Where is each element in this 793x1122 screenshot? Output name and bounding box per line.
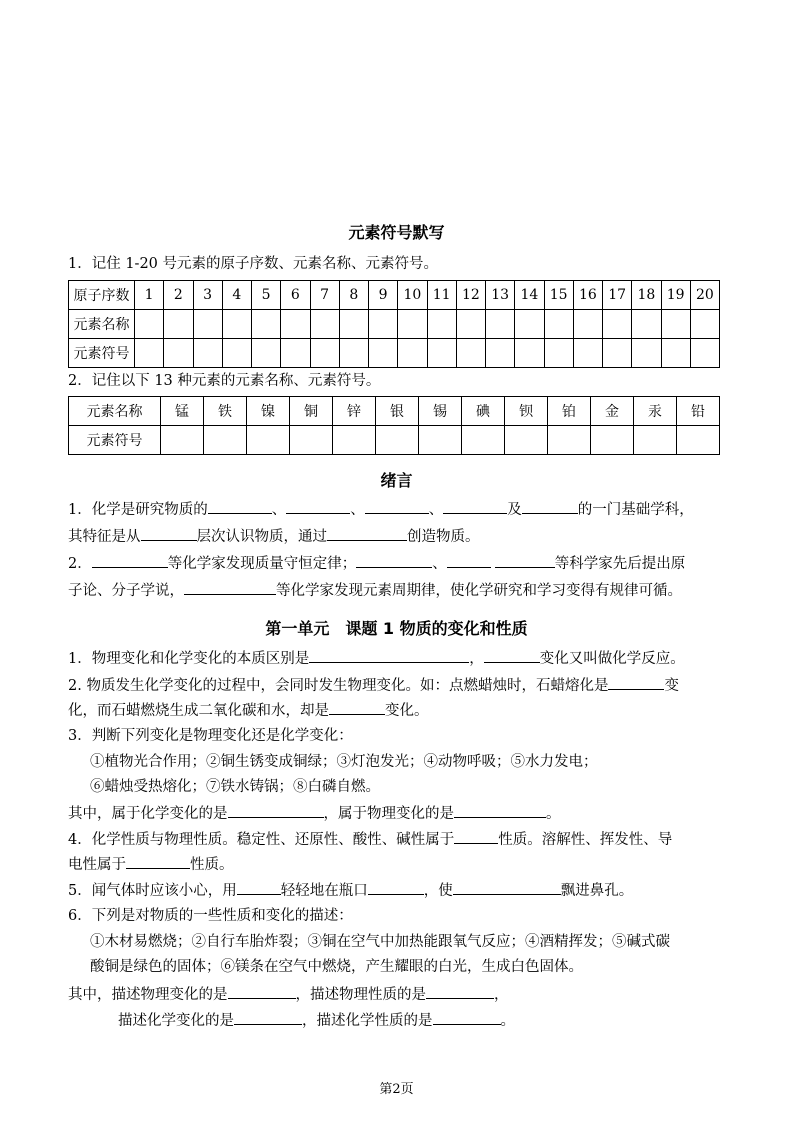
element-symbol-answer-cell[interactable] — [247, 426, 290, 455]
element-name-answer-cell[interactable] — [544, 310, 573, 339]
element-name-answer-cell[interactable] — [339, 310, 368, 339]
element-name-answer-cell[interactable] — [222, 310, 251, 339]
element-name-answer-cell[interactable] — [369, 310, 398, 339]
atomic-number-cell: 20 — [690, 281, 719, 310]
lesson-line-11: 6．下列是对物质的一些性质和变化的描述： — [68, 908, 353, 924]
answer-blank[interactable] — [184, 580, 276, 595]
atomic-number-cell: 2 — [164, 281, 193, 310]
text-segment: 变 — [664, 678, 679, 694]
text-segment: ，使 — [423, 883, 453, 899]
element-symbol-answer-cell[interactable] — [573, 339, 602, 368]
text-segment: 性质。 — [190, 857, 234, 873]
text-segment: 子论、分子学说， — [68, 583, 184, 599]
element-name-answer-cell[interactable] — [515, 310, 544, 339]
text-segment: ，描述物理性质的是 — [295, 987, 426, 1003]
text-segment: 等科学家先后提出原 — [554, 556, 686, 572]
element-symbol-answer-cell[interactable] — [591, 426, 634, 455]
lesson-line-15 — [118, 1010, 515, 1031]
row-label-element-name: 元素名称 — [69, 310, 135, 339]
lesson-line-10 — [68, 880, 633, 901]
answer-blank[interactable] — [365, 499, 429, 514]
element-name-cell: 汞 — [634, 397, 677, 426]
lesson-line-7 — [68, 803, 561, 824]
text-segment: 、 — [432, 556, 447, 572]
element-name-answer-cell[interactable] — [252, 310, 281, 339]
answer-blank[interactable] — [443, 499, 507, 514]
atomic-number-cell: 5 — [252, 281, 281, 310]
lesson-line-5: ①植物光合作用；②铜生锈变成铜绿；③灯泡发光；④动物呼吸；⑤水力发电； — [90, 754, 598, 770]
row-label-element-symbol: 元素符号 — [69, 339, 135, 368]
answer-blank[interactable] — [356, 553, 432, 568]
element-name-answer-cell[interactable] — [135, 310, 164, 339]
element-symbol-answer-cell[interactable] — [135, 339, 164, 368]
element-name-answer-cell[interactable] — [310, 310, 339, 339]
answer-blank[interactable] — [234, 1010, 302, 1025]
element-symbol-answer-cell[interactable] — [398, 339, 427, 368]
element-symbol-answer-cell[interactable] — [661, 339, 690, 368]
element-symbol-answer-cell[interactable] — [161, 426, 204, 455]
section-title-element-symbols: 元素符号默写 — [348, 223, 445, 242]
answer-blank[interactable] — [447, 553, 491, 568]
answer-blank[interactable] — [228, 984, 296, 999]
atomic-number-cell: 14 — [515, 281, 544, 310]
atomic-number-cell: 17 — [603, 281, 632, 310]
answer-blank[interactable] — [454, 803, 546, 818]
answer-blank[interactable] — [522, 499, 578, 514]
section-title-introduction: 绪言 — [380, 471, 413, 490]
atomic-number-cell: 9 — [369, 281, 398, 310]
element-name-cell: 铂 — [548, 397, 591, 426]
element-symbol-answer-cell[interactable] — [505, 426, 548, 455]
text-segment: 描述化学变化的是 — [118, 1013, 234, 1029]
answer-blank[interactable] — [141, 526, 197, 541]
text-segment: 变化又叫做化学反应。 — [539, 651, 685, 667]
element-symbol-answer-cell[interactable] — [548, 426, 591, 455]
element-symbol-answer-cell[interactable] — [204, 426, 247, 455]
row-label-element-symbol: 元素符号 — [69, 426, 161, 455]
text-segment: 及 — [507, 502, 522, 518]
atomic-number-cell: 11 — [427, 281, 456, 310]
element-name-cell: 镍 — [247, 397, 290, 426]
element-symbol-answer-cell[interactable] — [544, 339, 573, 368]
text-segment: 的一门基础学科， — [577, 502, 694, 518]
atomic-number-cell: 8 — [339, 281, 368, 310]
text-segment: 5．闻气体时应该小心，用 — [68, 883, 237, 899]
element-name-cell: 铅 — [677, 397, 720, 426]
text-segment: 。 — [546, 806, 561, 822]
text-segment: 轻轻地在瓶口 — [280, 883, 368, 899]
element-symbol-answer-cell[interactable] — [456, 339, 485, 368]
section-title-unit-1-lesson-1: 第一单元 课题 1 物质的变化和性质 — [265, 619, 528, 638]
text-segment: 。 — [500, 1013, 515, 1029]
atomic-number-cell: 3 — [193, 281, 222, 310]
lesson-line-9 — [68, 854, 234, 875]
text-segment: 等化学家发现元素周期律，使化学研究和学习变得有规律可循。 — [276, 583, 682, 599]
text-segment: 化，而石蜡燃烧生成二氧化碳和水，却是 — [68, 703, 329, 719]
element-name-answer-cell[interactable] — [281, 310, 310, 339]
lesson-line-4: 3．判断下列变化是物理变化还是化学变化： — [68, 728, 353, 744]
answer-blank[interactable] — [208, 499, 272, 514]
element-symbol-answer-cell[interactable] — [677, 426, 720, 455]
element-symbol-answer-cell[interactable] — [310, 339, 339, 368]
element-name-answer-cell[interactable] — [164, 310, 193, 339]
text-segment: 飘进鼻孔。 — [560, 883, 634, 899]
text-segment: 性质。溶解性、挥发性、导 — [498, 832, 673, 848]
text-segment: ，描述化学性质的是 — [302, 1013, 433, 1029]
answer-blank[interactable] — [126, 854, 190, 869]
atomic-number-cell: 6 — [281, 281, 310, 310]
answer-blank[interactable] — [484, 648, 540, 663]
element-symbol-answer-cell[interactable] — [164, 339, 193, 368]
element-symbol-answer-cell[interactable] — [690, 339, 719, 368]
intro-line-3 — [68, 553, 685, 574]
atomic-number-cell: 13 — [486, 281, 515, 310]
element-name-answer-cell[interactable] — [456, 310, 485, 339]
element-symbol-answer-cell[interactable] — [632, 339, 661, 368]
element-name-answer-cell[interactable] — [632, 310, 661, 339]
answer-blank[interactable] — [327, 526, 407, 541]
atomic-number-cell: 12 — [456, 281, 485, 310]
intro-line-2 — [68, 526, 480, 547]
text-segment: 创造物质。 — [407, 529, 480, 545]
elements-1-20-table — [68, 280, 720, 368]
atomic-number-cell: 10 — [398, 281, 427, 310]
lesson-line-13: 酸铜是绿色的固体；⑥镁条在空气中燃烧，产生耀眼的白光，生成白色固体。 — [90, 959, 583, 975]
intro-line-4 — [68, 580, 682, 601]
element-name-answer-cell[interactable] — [573, 310, 602, 339]
element-symbol-answer-cell[interactable] — [193, 339, 222, 368]
text-segment: 层次认识物质，通过 — [196, 529, 327, 545]
answer-blank[interactable] — [228, 803, 324, 818]
table-row-element-name — [69, 397, 720, 426]
element-name-answer-cell[interactable] — [603, 310, 632, 339]
element-symbol-answer-cell[interactable] — [333, 426, 376, 455]
text-segment: 电性属于 — [68, 857, 126, 873]
table-row-element-name — [69, 310, 720, 339]
text-segment: 4．化学性质与物理性质。稳定性、还原性、酸性、碱性属于 — [68, 832, 455, 848]
element-symbol-answer-cell[interactable] — [427, 339, 456, 368]
text-segment: 1．化学是研究物质的 — [68, 502, 208, 518]
question-2-text: 2．记住以下 13 种元素的元素名称、元素符号。 — [68, 373, 381, 389]
answer-blank[interactable] — [92, 553, 168, 568]
element-symbol-answer-cell[interactable] — [252, 339, 281, 368]
lesson-line-12: ①木材易燃烧；②自行车胎炸裂；③铜在空气中加热能跟氧气反应；④酒精挥发；⑤碱式碳 — [90, 934, 670, 950]
element-name-answer-cell[interactable] — [193, 310, 222, 339]
answer-blank[interactable] — [433, 1010, 501, 1025]
atomic-number-cell: 7 — [310, 281, 339, 310]
text-segment: 2． — [68, 556, 92, 572]
element-name-cell: 铜 — [290, 397, 333, 426]
page-number: 第2页 — [379, 1082, 414, 1097]
element-name-cell: 钡 — [505, 397, 548, 426]
element-name-cell: 金 — [591, 397, 634, 426]
atomic-number-cell: 19 — [661, 281, 690, 310]
element-symbol-answer-cell[interactable] — [603, 339, 632, 368]
element-symbol-answer-cell[interactable] — [290, 426, 333, 455]
element-name-answer-cell[interactable] — [661, 310, 690, 339]
text-segment: 、 — [428, 502, 444, 518]
atomic-number-cell: 15 — [544, 281, 573, 310]
atomic-number-cell: 18 — [632, 281, 661, 310]
text-segment: 2. 物质发生化学变化的过程中，会同时发生物理变化。如：点燃蜡烛时，石蜡熔化是 — [68, 678, 609, 694]
element-name-answer-cell[interactable] — [398, 310, 427, 339]
table-row-element-symbol — [69, 339, 720, 368]
element-name-cell: 碘 — [462, 397, 505, 426]
text-segment: 、 — [271, 502, 287, 518]
lesson-line-14 — [68, 984, 509, 1005]
text-segment: 其中，属于化学变化的是 — [68, 806, 228, 822]
atomic-number-cell: 4 — [222, 281, 251, 310]
element-name-answer-cell[interactable] — [486, 310, 515, 339]
lesson-line-2 — [68, 675, 679, 696]
lesson-line-1 — [68, 648, 685, 669]
answer-blank[interactable] — [454, 829, 498, 844]
element-symbol-answer-cell[interactable] — [515, 339, 544, 368]
element-name-cell: 锡 — [419, 397, 462, 426]
lesson-line-3 — [68, 700, 429, 721]
text-segment: ，属于物理变化的是 — [323, 806, 454, 822]
lesson-line-8 — [68, 829, 672, 850]
answer-blank[interactable] — [426, 984, 494, 999]
element-name-cell: 银 — [376, 397, 419, 426]
answer-blank[interactable] — [309, 648, 469, 663]
element-name-cell: 铁 — [204, 397, 247, 426]
thirteen-elements-table — [68, 396, 720, 455]
answer-blank[interactable] — [286, 499, 350, 514]
text-segment: ， — [469, 651, 484, 667]
text-segment: 其中，描述物理变化的是 — [68, 987, 228, 1003]
element-name-answer-cell[interactable] — [427, 310, 456, 339]
text-segment: 等化学家发现质量守恒定律； — [167, 556, 357, 572]
element-name-answer-cell[interactable] — [690, 310, 719, 339]
answer-blank[interactable] — [453, 880, 561, 895]
element-name-cell: 锌 — [333, 397, 376, 426]
element-symbol-answer-cell[interactable] — [419, 426, 462, 455]
question-1-text: 1．记住 1-20 号元素的原子序数、元素名称、元素符号。 — [68, 256, 439, 272]
table-row-atomic-number — [69, 281, 720, 310]
element-name-cell: 锰 — [161, 397, 204, 426]
table-row-element-symbol — [69, 426, 720, 455]
atomic-number-cell: 1 — [135, 281, 164, 310]
text-segment: 1．物理变化和化学变化的本质区别是 — [68, 651, 310, 667]
lesson-line-6: ⑥蜡烛受热熔化；⑦铁水铸锅；⑧白磷自燃。 — [90, 779, 380, 795]
answer-blank[interactable] — [368, 880, 424, 895]
element-symbol-answer-cell[interactable] — [281, 339, 310, 368]
intro-line-1 — [68, 499, 694, 520]
element-symbol-answer-cell[interactable] — [462, 426, 505, 455]
row-label-atomic-number: 原子序数 — [69, 281, 135, 310]
element-symbol-answer-cell[interactable] — [222, 339, 251, 368]
element-symbol-answer-cell[interactable] — [486, 339, 515, 368]
answer-blank[interactable] — [329, 700, 385, 715]
text-segment: 其特征是从 — [68, 529, 141, 545]
text-segment: 变化。 — [385, 703, 429, 719]
answer-blank[interactable] — [608, 675, 664, 690]
answer-blank[interactable] — [237, 880, 281, 895]
text-segment: ， — [494, 987, 509, 1003]
element-symbol-answer-cell[interactable] — [339, 339, 368, 368]
element-symbol-answer-cell[interactable] — [369, 339, 398, 368]
answer-blank[interactable] — [495, 553, 555, 568]
text-segment: 、 — [350, 502, 365, 518]
element-symbol-answer-cell[interactable] — [376, 426, 419, 455]
row-label-element-name: 元素名称 — [69, 397, 161, 426]
atomic-number-cell: 16 — [573, 281, 602, 310]
element-symbol-answer-cell[interactable] — [634, 426, 677, 455]
